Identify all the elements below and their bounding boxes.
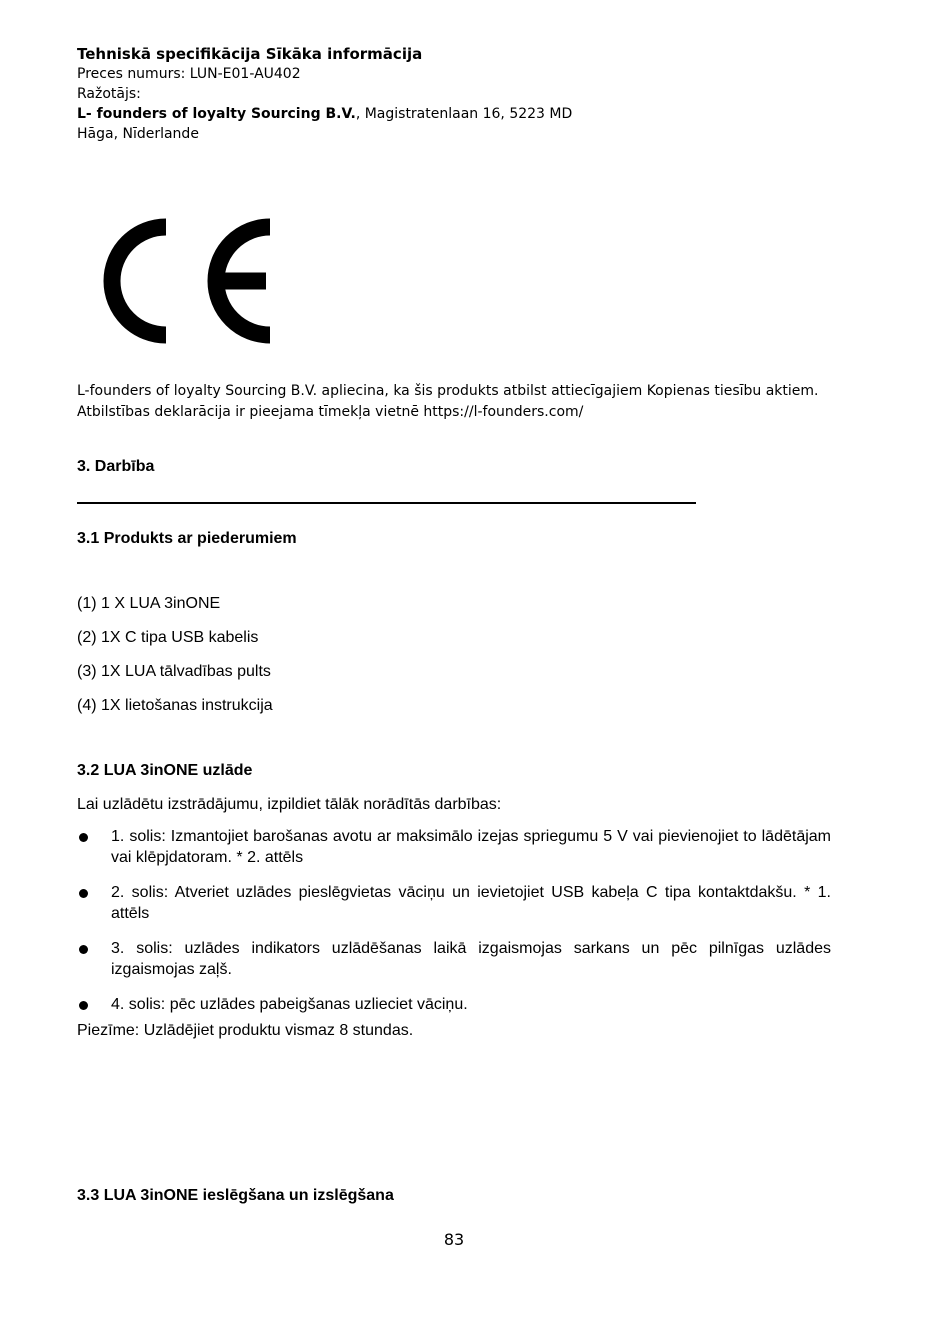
manufacturer-line: [77, 104, 572, 124]
spec-title: Tehniskā specifikācija Sīkāka informācija: [77, 45, 423, 63]
charging-intro: Lai uzlādētu izstrādājumu, izpildiet tālāk norādītās darbības:: [77, 796, 502, 813]
bullet-icon: [79, 1001, 88, 1010]
charging-steps: [77, 826, 831, 1029]
bullet-icon: [79, 889, 88, 898]
section-3-2-heading: 3.2 LUA 3inONE uzlāde: [77, 762, 253, 779]
spec-header: [77, 44, 572, 144]
declaration-line-1: L-founders of loyalty Sourcing B.V. apliecina, ka šis produkts atbilst attiecīgajiem Kopienas tiesību aktiem.: [77, 383, 819, 399]
step-text: 3. solis: uzlādes indikators uzlādēšanas laikā izgaismojas sarkans un pēc pilnīgas uzlādes izgaismojas zaļš.: [111, 940, 831, 978]
step-text: 2. solis: Atveriet uzlādes pieslēgvietas vāciņu un ievietojiet USB kabeļa C tipa kontaktdakšu. * 1. attēls: [111, 884, 831, 922]
list-item: [77, 882, 831, 924]
ce-mark-icon: [100, 218, 275, 344]
charging-note: Piezīme: Uzlādējiet produktu vismaz 8 stundas.: [77, 1022, 414, 1039]
section-3-heading: 3. Darbība: [77, 458, 155, 475]
declaration-line-2: Atbilstības deklarācija ir pieejama tīmekļa vietnē https://l-founders.com/: [77, 404, 584, 420]
manufacturer-address: , Magistratenlaan 16, 5223 MD: [355, 106, 573, 122]
list-item: [77, 994, 831, 1015]
manufacturer-label: Ražotājs:: [77, 86, 141, 102]
step-text: 4. solis: pēc uzlādes pabeigšanas uzlieciet vāciņu.: [111, 996, 468, 1013]
product-number: Preces numurs: LUN-E01-AU402: [77, 66, 301, 82]
bullet-icon: [79, 833, 88, 842]
city-country: Hāga, Nīderlande: [77, 126, 199, 142]
step-text: 1. solis: Izmantojiet barošanas avotu ar maksimālo izejas spriegumu 5 V vai pievienojiet to lādētājam vai klēpjdatoram. * 2. attēls: [111, 828, 831, 866]
page-number: 83: [443, 1230, 465, 1249]
conformity-declaration: [77, 381, 819, 423]
section-3-1-heading: 3.1 Produkts ar piederumiem: [77, 530, 297, 547]
list-item: (4) 1X lietošanas instrukcija: [77, 697, 273, 714]
list-item: (1) 1 X LUA 3inONE: [77, 595, 221, 612]
manufacturer-name: L- founders of loyalty Sourcing B.V.: [77, 106, 356, 122]
section-3-3-heading: 3.3 LUA 3inONE ieslēgšana un izslēgšana: [77, 1187, 394, 1204]
section-divider: [77, 502, 696, 504]
list-item: [77, 938, 831, 980]
list-item: [77, 826, 831, 868]
list-item: (2) 1X C tipa USB kabelis: [77, 629, 259, 646]
list-item: (3) 1X LUA tālvadības pults: [77, 663, 271, 680]
bullet-icon: [79, 945, 88, 954]
